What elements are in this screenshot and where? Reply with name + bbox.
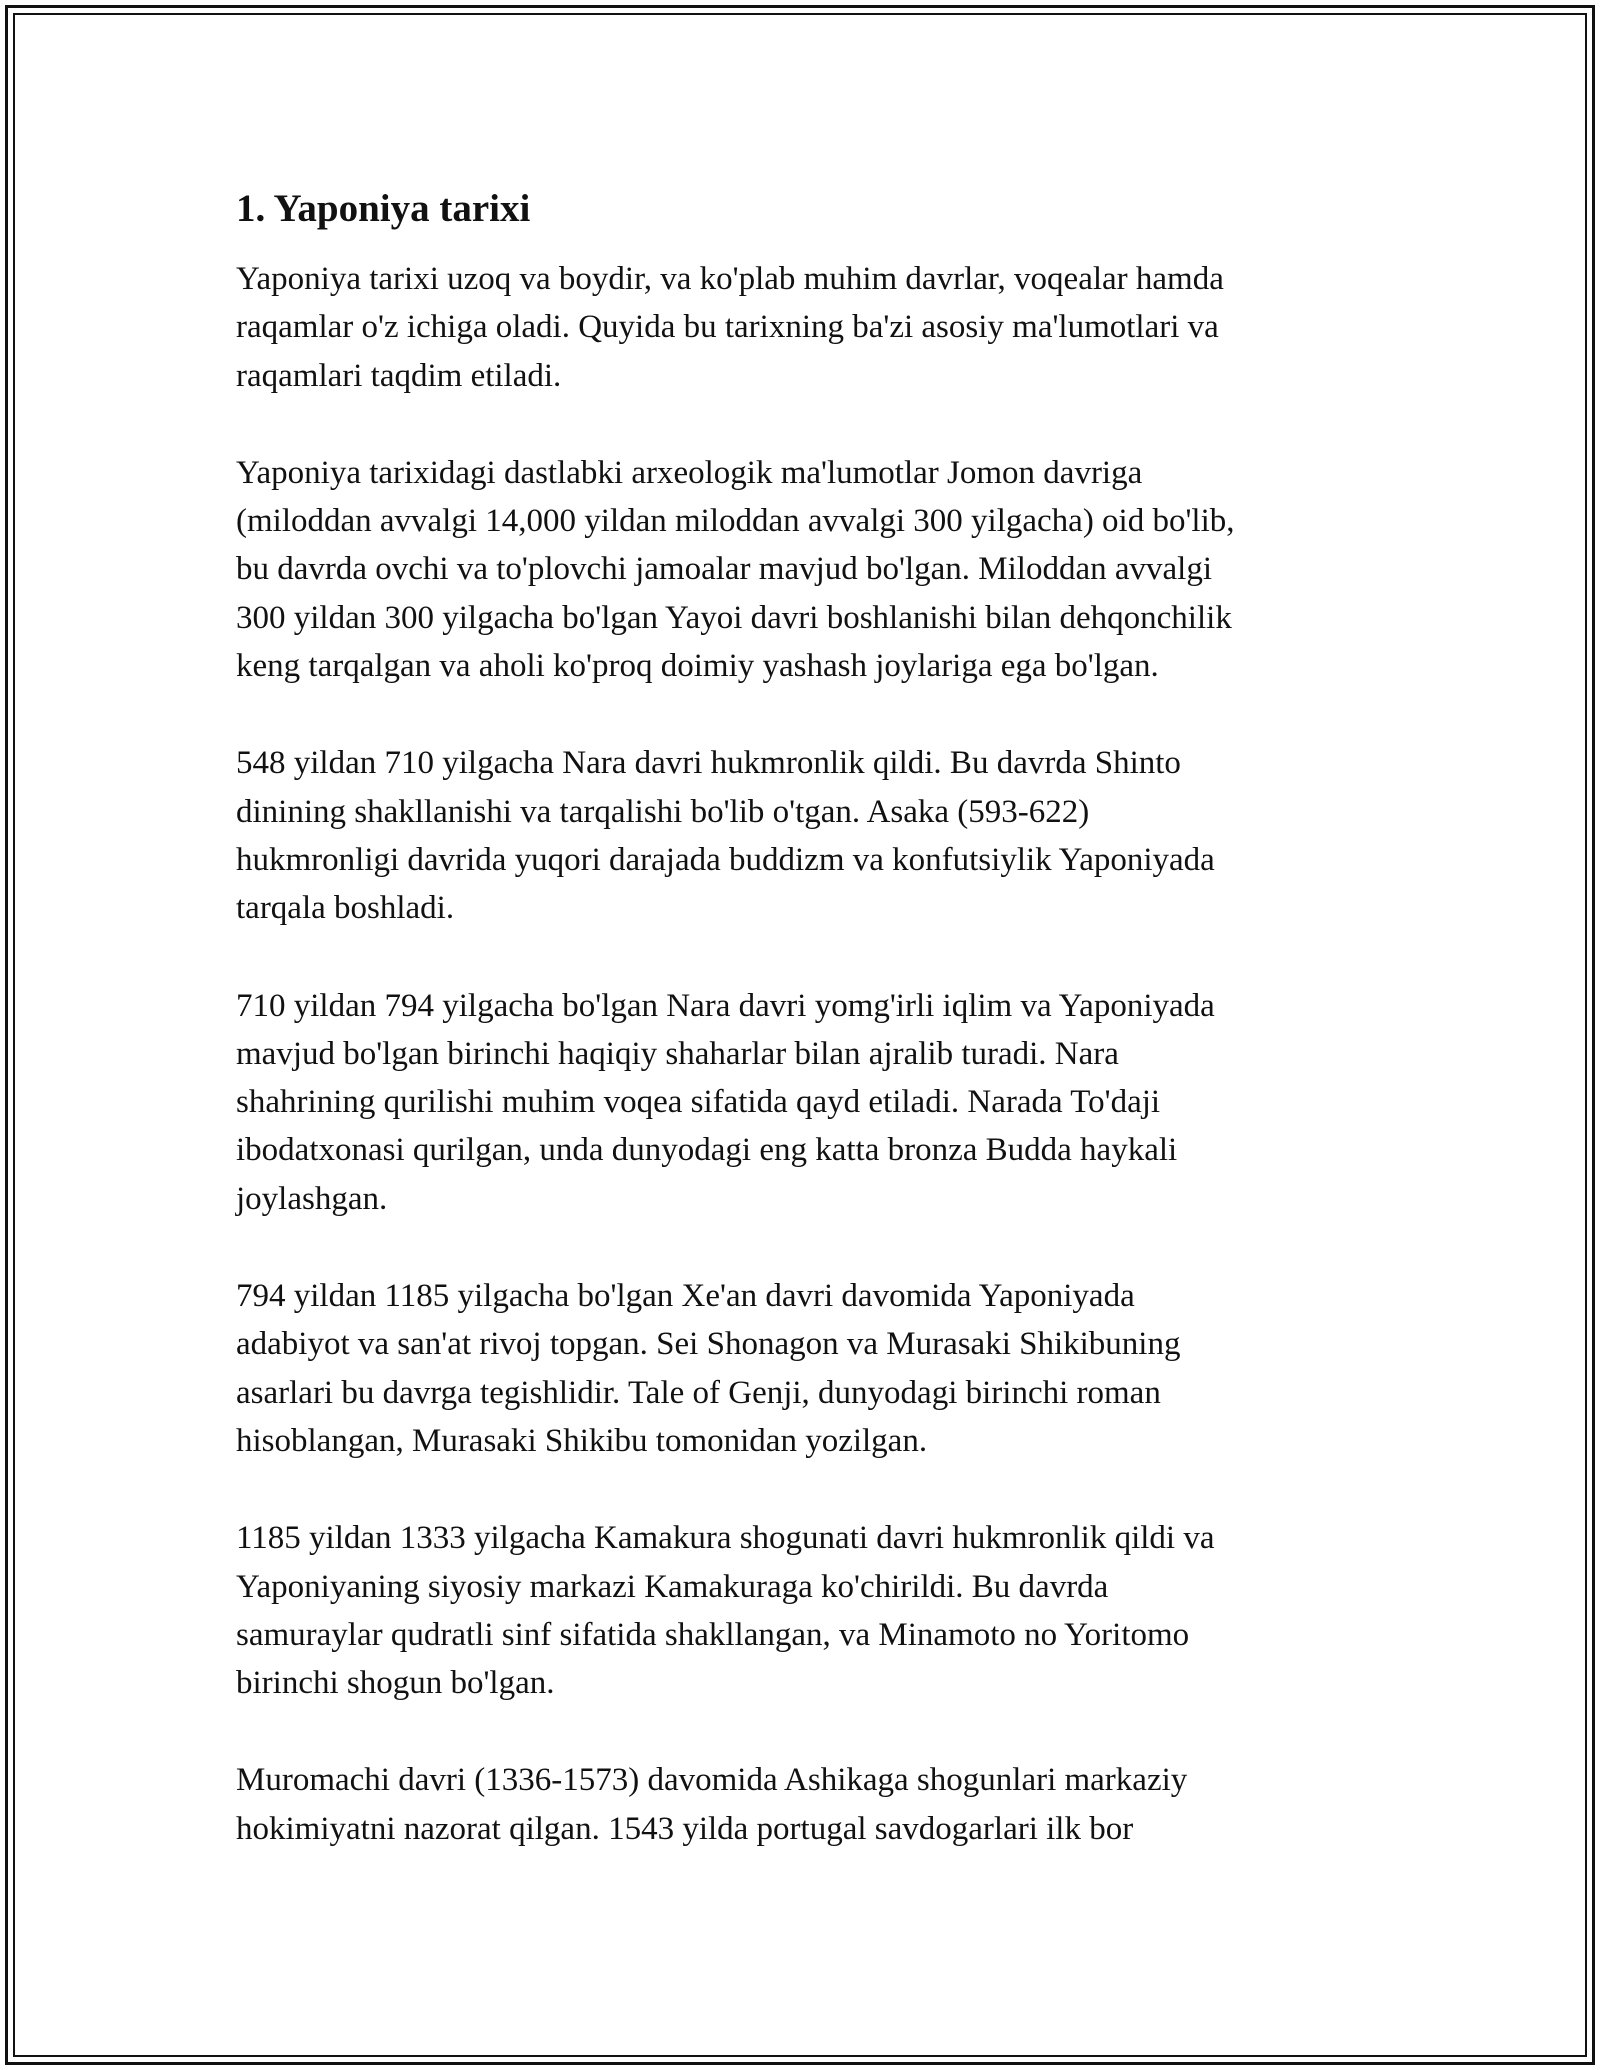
text-line: raqamlar o'z ichiga oladi. Quyida bu tarixning ba'zi asosiy ma'lumotlari va [236, 309, 1219, 346]
paragraph-nara [236, 982, 1386, 1223]
text-line: mavjud bo'lgan birinchi haqiqiy shaharlar bilan ajralib turadi. Nara [236, 1035, 1119, 1072]
text-line: dinining shakllanishi va tarqalishi bo'lib o'tgan. Asaka (593-622) [236, 793, 1090, 830]
text-line: 300 yildan 300 yilgacha bo'lgan Yayoi davri boshlanishi bilan dehqonchilik [236, 599, 1232, 636]
text-line: keng tarqalgan va aholi ko'proq doimiy yashash joylariga ega bo'lgan. [236, 648, 1159, 685]
paragraph-asuka [236, 739, 1386, 932]
text-line: adabiyot va san'at rivoj topgan. Sei Shonagon va Murasaki Shikibuning [236, 1326, 1181, 1363]
text-line: hokimiyatni nazorat qilgan. 1543 yilda portugal savdogarlari ilk bor [236, 1810, 1134, 1847]
text-line: Muromachi davri (1336-1573) davomida Ashikaga shogunlari markaziy [236, 1762, 1188, 1799]
text-line: 710 yildan 794 yilgacha bo'lgan Nara davri yomg'irli iqlim va Yaponiyada [236, 987, 1215, 1024]
text-line: hisoblangan, Murasaki Shikibu tomonidan yozilgan. [236, 1422, 928, 1459]
text-line: bu davrda ovchi va to'plovchi jamoalar mavjud bo'lgan. Miloddan avvalgi [236, 551, 1212, 588]
text-line: Yaponiyaning siyosiy markazi Kamakuraga ko'chirildi. Bu davrda [236, 1568, 1109, 1605]
text-line: (miloddan avvalgi 14,000 yildan miloddan avvalgi 300 yilgacha) oid bo'lib, [236, 503, 1235, 540]
text-line: tarqala boshladi. [236, 890, 455, 927]
text-line: 548 yildan 710 yilgacha Nara davri hukmronlik qildi. Bu davrda Shinto [236, 745, 1181, 782]
text-line: 794 yildan 1185 yilgacha bo'lgan Xe'an davri davomida Yaponiyada [236, 1278, 1135, 1315]
paragraph-muromachi [236, 1756, 1386, 1853]
paragraph-heian [236, 1272, 1386, 1465]
text-line: 1185 yildan 1333 yilgacha Kamakura shogunati davri hukmronlik qildi va [236, 1520, 1215, 1557]
text-line: birinchi shogun bo'lgan. [236, 1665, 555, 1702]
section-heading: 1. Yaponiya tarixi [236, 187, 531, 230]
paragraph-kamakura [236, 1514, 1386, 1707]
text-line: asarlari bu davrga tegishlidir. Tale of Genji, dunyodagi birinchi roman [236, 1374, 1161, 1411]
paragraph-jomon-yayoi [236, 449, 1386, 690]
document-body [236, 185, 1386, 1902]
text-line: joylashgan. [236, 1180, 388, 1217]
text-line: raqamlari taqdim etiladi. [236, 357, 562, 394]
text-line: samuraylar qudratli sinf sifatida shakllangan, va Minamoto no Yoritomo [236, 1616, 1190, 1653]
text-line: hukmronligi davrida yuqori darajada buddizm va konfutsiylik Yaponiyada [236, 841, 1215, 878]
text-line: ibodatxonasi qurilgan, unda dunyodagi eng katta bronza Budda haykali [236, 1132, 1178, 1169]
text-line: Yaponiya tarixidagi dastlabki arxeologik ma'lumotlar Jomon davriga [236, 454, 1143, 491]
text-line: shahrining qurilishi muhim voqea sifatida qayd etiladi. Narada To'daji [236, 1084, 1161, 1121]
paragraph-intro [236, 255, 1386, 400]
text-line: Yaponiya tarixi uzoq va boydir, va ko'plab muhim davrlar, voqealar hamda [236, 261, 1224, 297]
